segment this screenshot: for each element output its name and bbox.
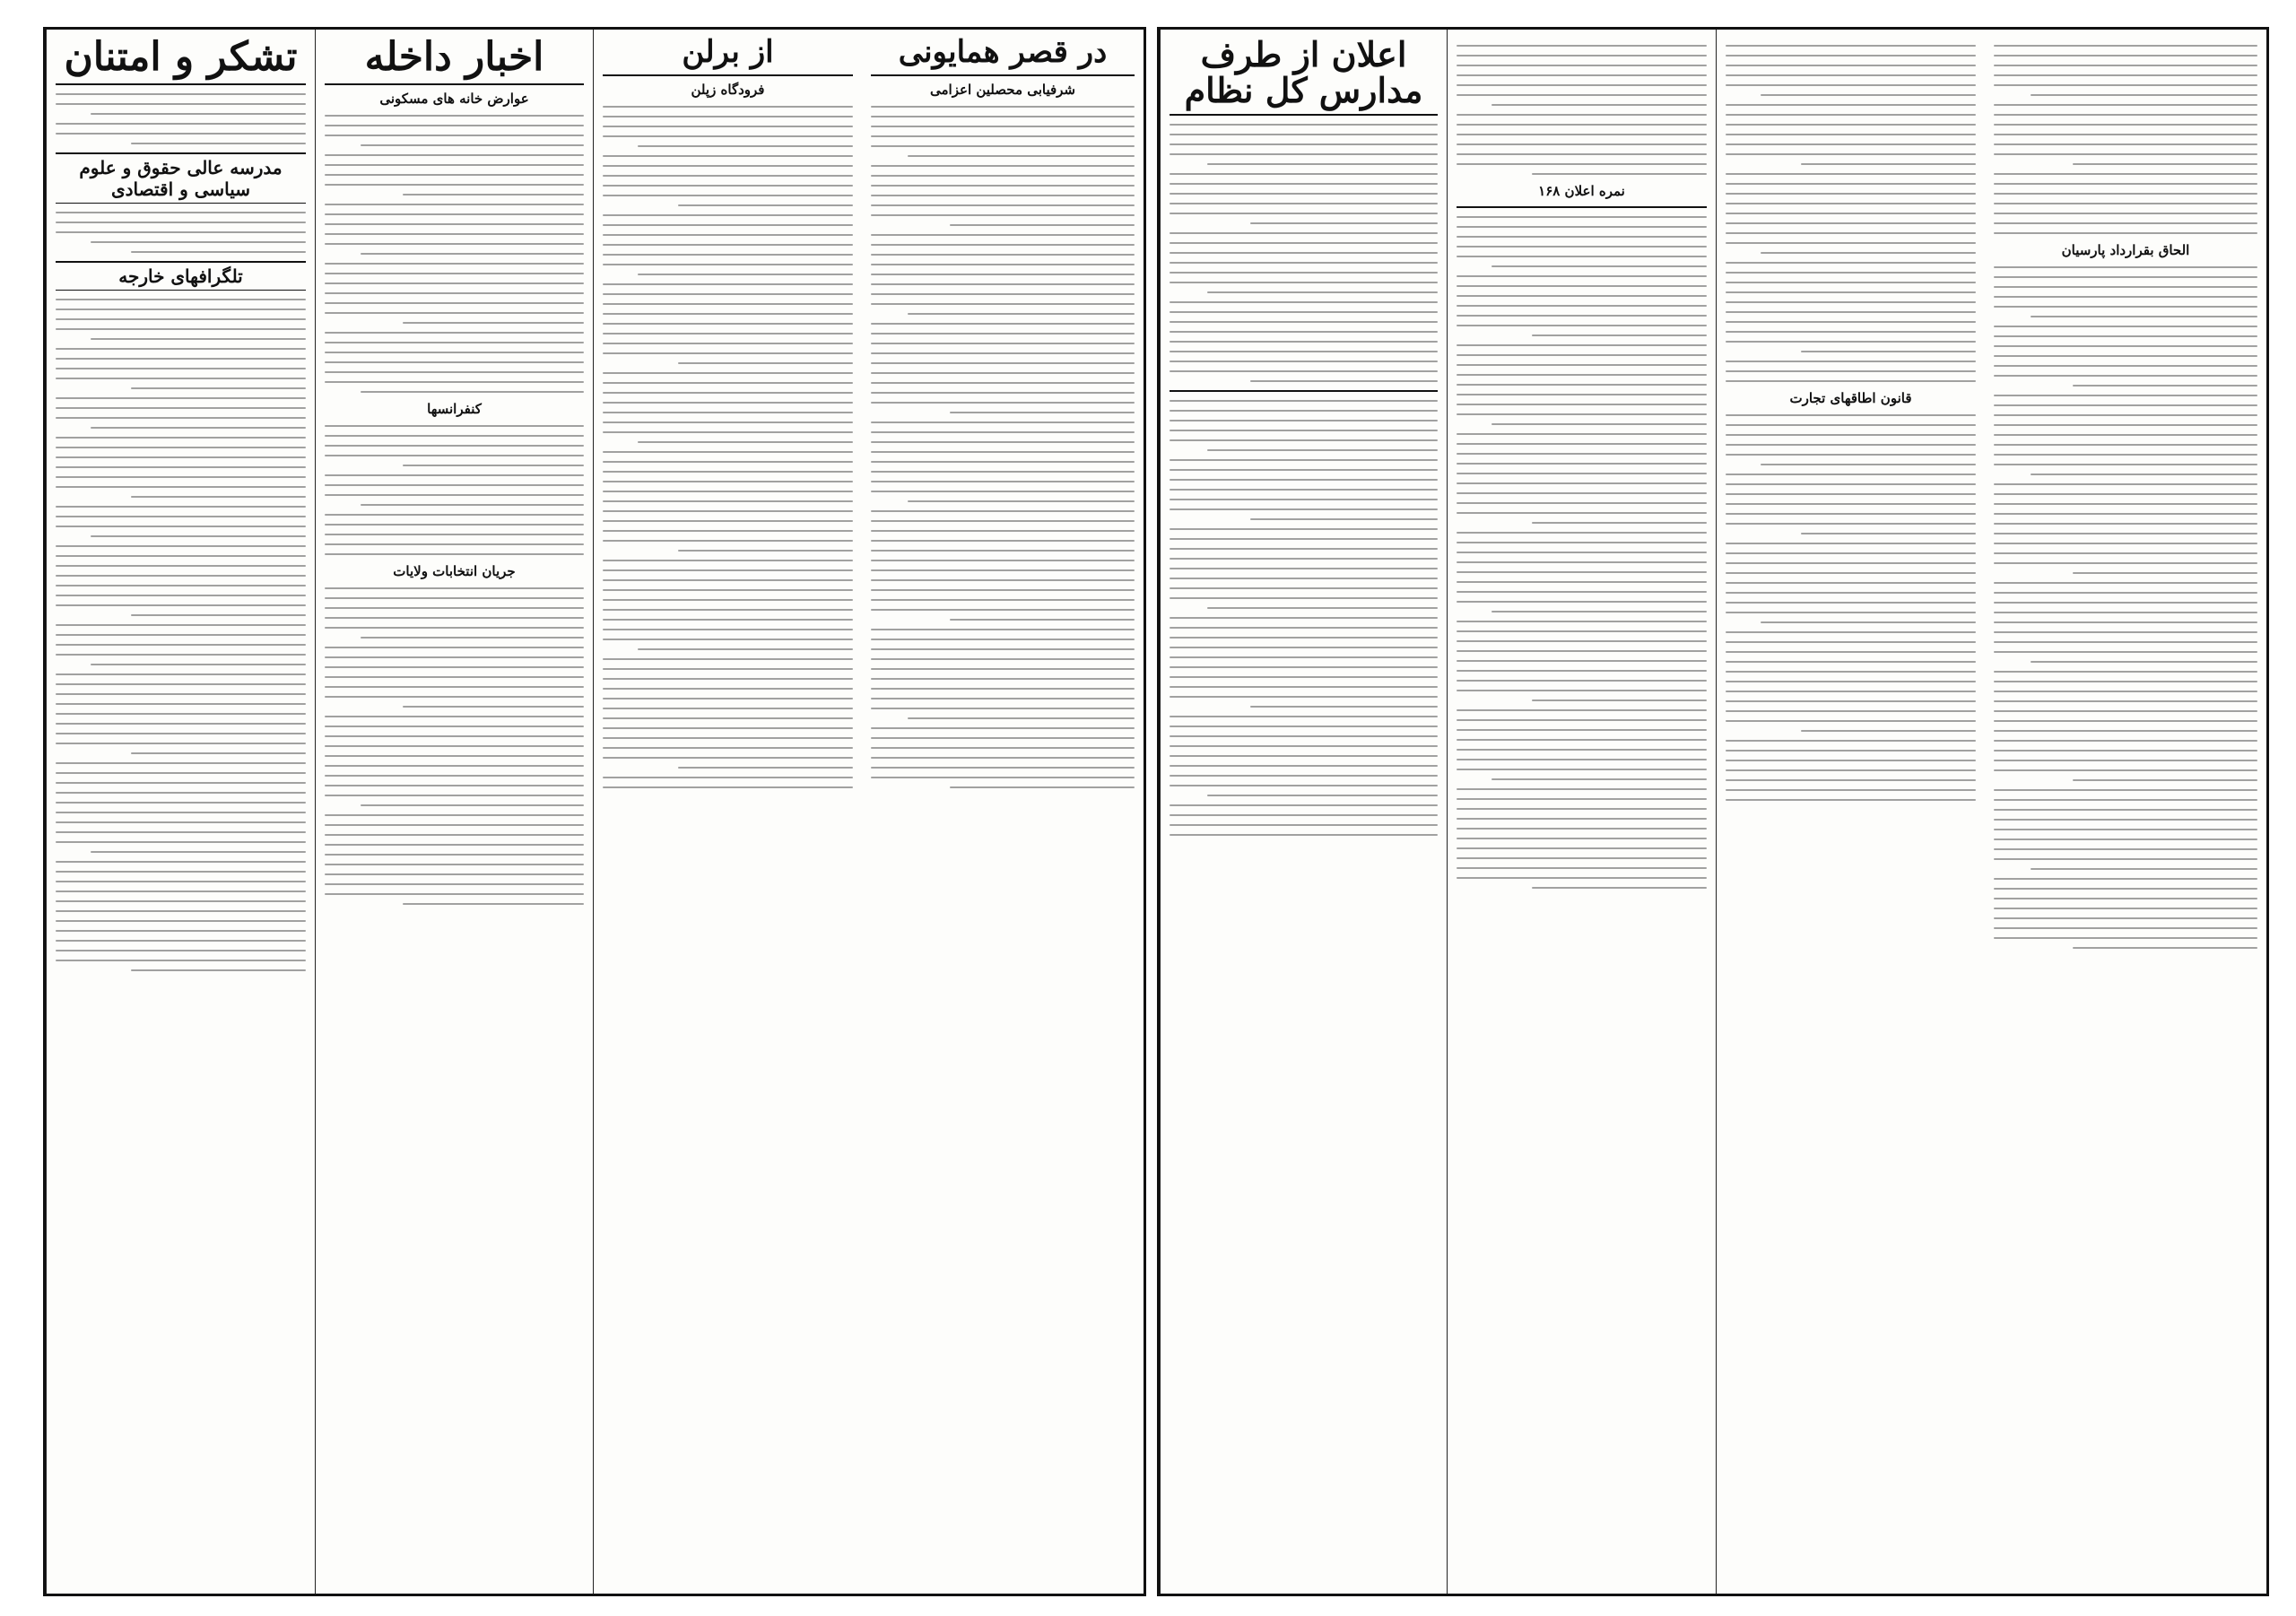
- thanks-headline: تشکر و امتنان: [56, 37, 306, 85]
- right-col-1: [1160, 30, 1447, 1594]
- right-page: [1157, 27, 2269, 1596]
- zeppelin-subtitle: فرودگاه زپلن: [691, 81, 765, 98]
- elections-subtitle: جریان انتخابات ولایات: [393, 563, 516, 580]
- conferences-subtitle: کنفرانسها: [427, 401, 482, 418]
- residential-tax-subtitle: عوارض خانه های مسکونی: [379, 91, 529, 108]
- right-col-3: [1716, 30, 1985, 1594]
- right-col-2: [1447, 30, 1716, 1594]
- announcement-number: نمره اعلان ۱۶۸: [1538, 183, 1625, 199]
- left-col-4: [862, 30, 1144, 1594]
- domestic-news-headline: اخبار داخله: [325, 37, 584, 85]
- parsian-agreement-title: الحاق بقرارداد پارسیان: [2061, 242, 2190, 258]
- page-gutter: [1146, 0, 1157, 1616]
- students-audience-subtitle: شرفیابی محصلین اعزامی: [930, 81, 1075, 98]
- left-col-2: [315, 30, 593, 1594]
- left-col-1: [46, 30, 315, 1594]
- royal-palace-headline: در قصر همایونی: [871, 37, 1135, 76]
- berlin-headline: از برلن: [603, 37, 853, 76]
- foreign-telegrams-title: تلگرافهای خارجه: [56, 261, 306, 291]
- left-col-3: [593, 30, 862, 1594]
- chambers-of-commerce-title: قانون اطاقهای تجارت: [1789, 390, 1912, 406]
- military-schools-headline: اعلان از طرف مدارس کل نظام: [1170, 37, 1438, 116]
- left-page: [43, 27, 1146, 1596]
- right-col-4: [1985, 30, 2266, 1594]
- law-school-section-title: مدرسه عالی حقوق و علوم سیاسی و اقتصادی: [56, 152, 306, 204]
